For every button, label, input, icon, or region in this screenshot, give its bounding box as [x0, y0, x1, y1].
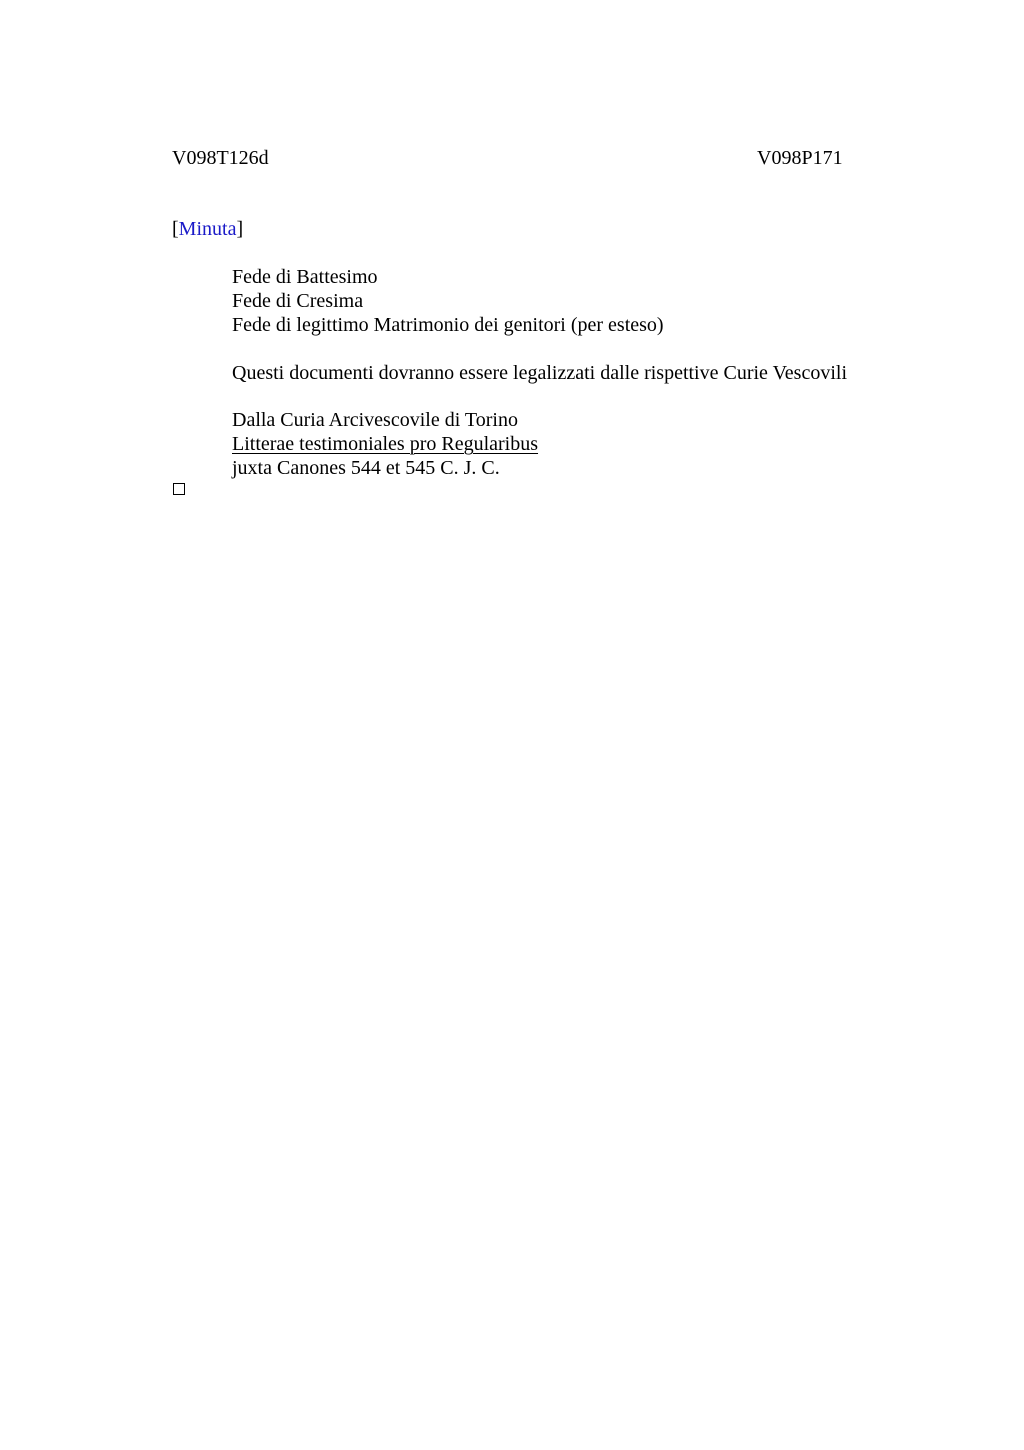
document-item-marriage: Fede di legittimo Matrimonio dei genitori (per esteso) [232, 314, 664, 336]
document-item-baptism: Fede di Battesimo [232, 266, 378, 288]
paragraph-gap [232, 385, 847, 409]
document-body [232, 265, 847, 480]
legalization-note: Questi documenti dovranno essere legalizzati dalle rispettive Curie Vescovili [232, 361, 847, 384]
document-item-confirmation: Fede di Cresima [232, 290, 364, 312]
minuta-label [172, 217, 243, 241]
document-code-left: V098T126d [172, 147, 269, 169]
canons-reference: juxta Canones 544 et 545 C. J. C. [232, 457, 500, 479]
document-code-right: V098P171 [757, 147, 843, 169]
minuta-open-bracket: [ [172, 218, 179, 240]
curia-source: Dalla Curia Arcivescovile di Torino [232, 409, 518, 431]
minuta-close-bracket: ] [236, 218, 244, 240]
empty-square-icon [173, 483, 185, 495]
letter-title: Litterae testimoniales pro Regularibus [232, 433, 539, 455]
minuta-text: Minuta [178, 218, 237, 240]
paragraph-gap [232, 337, 847, 361]
